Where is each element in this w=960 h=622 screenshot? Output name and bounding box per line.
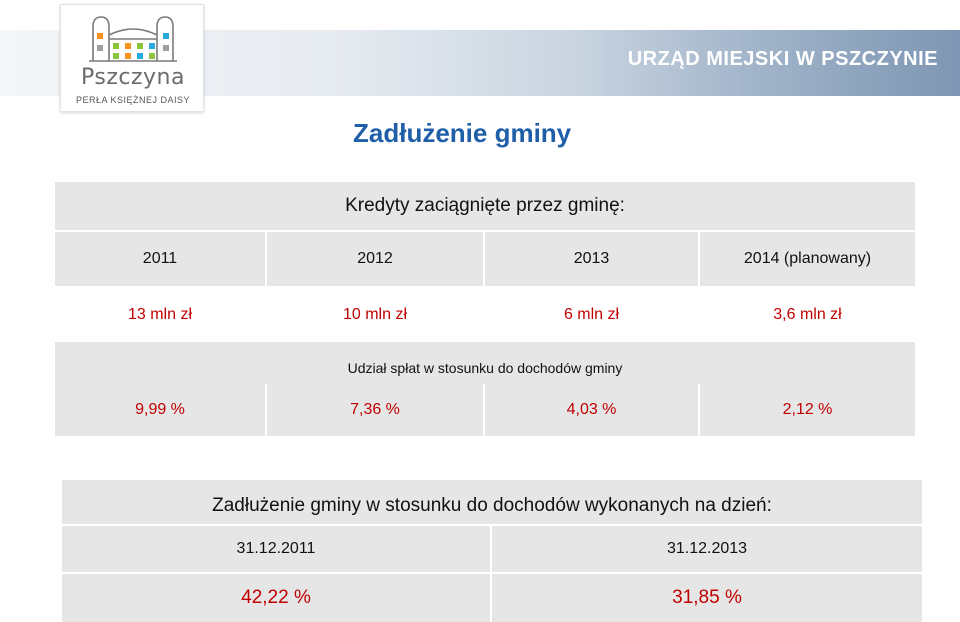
castle-icon [87, 13, 179, 65]
debt-title: Zadłużenie gminy w stosunku do dochodów wykonanych na dzień: [62, 480, 922, 524]
credits-title-row [55, 182, 915, 230]
credits-table [55, 182, 915, 436]
share-cell: 7,36 % [267, 384, 485, 436]
debt-value-cell: 42,22 % [62, 574, 492, 622]
year-cell: 2012 [267, 232, 485, 286]
credits-amounts-row [55, 286, 915, 342]
credits-title: Kredyty zaciągnięte przez gminę: [55, 182, 915, 230]
debt-dates-row [62, 524, 922, 572]
logo-tagline: PERŁA KSIĘŻNEJ DAISY [75, 95, 191, 105]
share-cell: 4,03 % [485, 384, 700, 436]
debt-table [62, 480, 922, 622]
date-cell: 31.12.2013 [492, 526, 922, 572]
share-cell: 9,99 % [55, 384, 267, 436]
logo-name: Pszczyna [81, 65, 185, 90]
share-row [55, 384, 915, 436]
year-cell: 2011 [55, 232, 267, 286]
city-logo [60, 4, 204, 112]
amount-cell: 3,6 mln zł [700, 288, 915, 342]
amount-cell: 10 mln zł [267, 288, 485, 342]
page-title: Zadłużenie gminy [353, 118, 572, 148]
share-title: Udział spłat w stosunku do dochodów gminy [55, 344, 915, 384]
share-title-row [55, 342, 915, 384]
office-title: URZĄD MIEJSKI W PSZCZYNIE [627, 48, 938, 70]
year-cell: 2014 (planowany) [700, 232, 915, 286]
share-cell: 2,12 % [700, 384, 915, 436]
date-cell: 31.12.2011 [62, 526, 492, 572]
debt-value-cell: 31,85 % [492, 574, 922, 622]
debt-title-row [62, 480, 922, 524]
debt-values-row [62, 572, 922, 622]
credits-years-row [55, 230, 915, 286]
year-cell: 2013 [485, 232, 700, 286]
amount-cell: 13 mln zł [55, 288, 267, 342]
amount-cell: 6 mln zł [485, 288, 700, 342]
